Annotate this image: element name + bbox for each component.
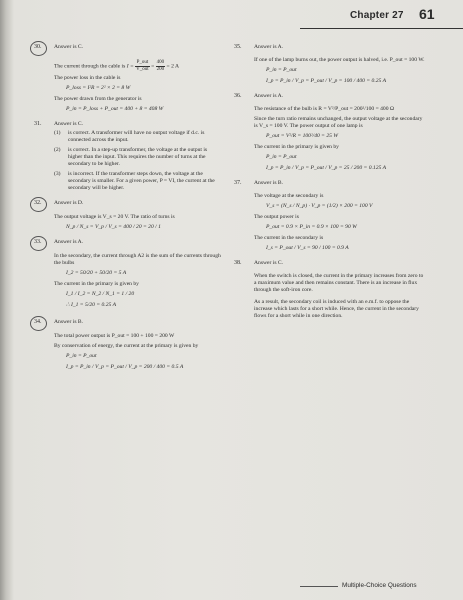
question-37 xyxy=(236,180,426,252)
question-36 xyxy=(236,93,426,172)
text-line: The output power is xyxy=(254,214,299,220)
footer-text: Multiple-Choice Questions xyxy=(342,582,417,589)
formula: I_p = P_in / V_p = P_out / V_p = 200 / 400 = 0.5 A xyxy=(66,364,184,370)
left-column xyxy=(36,44,222,375)
text-line: The current through the cable is I = $\frac{\text{P\_out}}{\text{V\_out}}$ = $\frac{400}{200}$ = 2 A xyxy=(54,60,180,72)
formula: N_p / N_s = V_p / V_s = 400 / 20 = 20 / 1 xyxy=(66,224,161,230)
question-35 xyxy=(236,44,426,85)
formula: P_in = P_out xyxy=(266,67,297,73)
question-number: 30. xyxy=(34,44,42,50)
formula: P_loss = I²R = 2² × 2 = 8 W xyxy=(66,85,131,91)
list-item: (3) is incorrect. If the transformer steps down, the voltage at the secondary is smaller. For a given power, P = VI, the current at the secondary will be higher. xyxy=(54,171,215,191)
formula: V_s = (N_s / N_p) · V_p = (1/2) × 200 = 100 V xyxy=(266,203,373,209)
formula: I_p = P_in / V_p = P_out / V_p = 25 / 200 = 0.125 A xyxy=(266,165,387,171)
reason-list xyxy=(36,130,222,192)
question-30 xyxy=(36,44,222,113)
answer-line: Answer is D. xyxy=(54,200,84,206)
text-line: If one of the lamp burns out, the power output is halved, i.e. P_out = 100 W. xyxy=(254,57,425,63)
question-38 xyxy=(236,260,426,320)
text-line: Since the turn ratio remains unchanged, the output voltage at the secondary is V_s = 100 V. The power output of one lamp is xyxy=(254,116,423,129)
text-line: The power loss in the cable is xyxy=(54,75,121,81)
formula: I_2 = 50/20 + 50/20 = 5 A xyxy=(66,270,127,276)
question-number: 38. xyxy=(234,260,242,266)
question-32 xyxy=(36,200,222,231)
question-33 xyxy=(36,239,222,309)
answer-line: Answer is C. xyxy=(54,121,84,127)
list-item: (1) is correct. A transformer will have no output voltage if d.c. is connected across the input. xyxy=(54,130,205,143)
formula: ∴ I_1 = 5/20 = 0.25 A xyxy=(66,302,117,308)
text-line: By conservation of energy, the current at the primary is given by xyxy=(54,343,199,349)
question-number: 35. xyxy=(234,44,242,50)
formula: P_out = 0.9 × P_in = 0.9 × 100 = 90 W xyxy=(266,224,357,230)
formula: P_in = P_out xyxy=(266,154,297,160)
answer-line: Answer is A. xyxy=(254,93,284,99)
text-line: The current in the secondary is xyxy=(254,235,324,241)
right-column xyxy=(236,44,426,323)
text-line: The resistance of the bulb is R = V²/P_out = 200²/100 = 400 Ω xyxy=(254,106,395,112)
text-line: The power drawn from the generator is xyxy=(54,96,142,102)
formula: P_in = P_out xyxy=(66,353,97,359)
question-number: 33. xyxy=(34,239,42,245)
formula: I_1 / I_2 = N_2 / N_1 = 1 / 20 xyxy=(66,291,135,297)
page-number: 61 xyxy=(419,6,435,22)
text-line: The voltage at the secondary is xyxy=(254,193,324,199)
answer-line: Answer is A. xyxy=(254,44,284,50)
text-line: The output voltage is V_s = 20 V. The ratio of turns is xyxy=(54,214,175,220)
formula: P_out = V²/R = 100²/40 = 25 W xyxy=(266,133,339,139)
text-line: The current in the primary is given by xyxy=(54,281,139,287)
footer-rule xyxy=(300,586,338,587)
question-number: 31. xyxy=(34,121,42,127)
answer-line: Answer is B. xyxy=(254,180,284,186)
question-number: 34. xyxy=(34,319,42,325)
formula: I_s = P_out / V_s = 90 / 100 = 0.9 A xyxy=(266,245,349,251)
paragraph: As a result, the secondary coil is induced with an e.m.f. to oppose the increase which lasts for a short while. Hence, the current in the secondary flows for a short while in one direction. xyxy=(254,299,419,319)
answer-line: Answer is A. xyxy=(54,239,84,245)
question-number: 37. xyxy=(234,180,242,186)
answer-line: Answer is B. xyxy=(54,319,84,325)
formula: P_in = P_loss + P_out = 400 + 8 = 408 W xyxy=(66,106,164,112)
question-34 xyxy=(36,319,222,371)
text-line: In the secondary, the current through A2 is the sum of the currents through the bulbs xyxy=(54,253,221,266)
answer-line: Answer is C. xyxy=(54,44,84,50)
answer-line: Answer is C. xyxy=(254,260,284,266)
question-31 xyxy=(36,121,222,192)
paragraph: When the switch is closed, the current in the primary increases from zero to a maximum value and then remains constant. There is an increase in flux through the soft-iron core. xyxy=(254,273,424,293)
text-line: The current in the primary is given by xyxy=(254,144,339,150)
question-number: 32. xyxy=(34,200,42,206)
chapter-title: Chapter 27 xyxy=(350,10,404,21)
text-line: The total power output is P_out = 100 + 100 = 200 W xyxy=(54,333,175,339)
formula: I_p = P_in / V_p = P_out / V_p = 100 / 400 = 0.25 A xyxy=(266,78,387,84)
question-number: 36. xyxy=(234,93,242,99)
list-item: (2) is correct. In a step-up transformer, the voltage at the output is higher than the input. This requires the number of turns at the secondary to be higher. xyxy=(54,147,208,167)
